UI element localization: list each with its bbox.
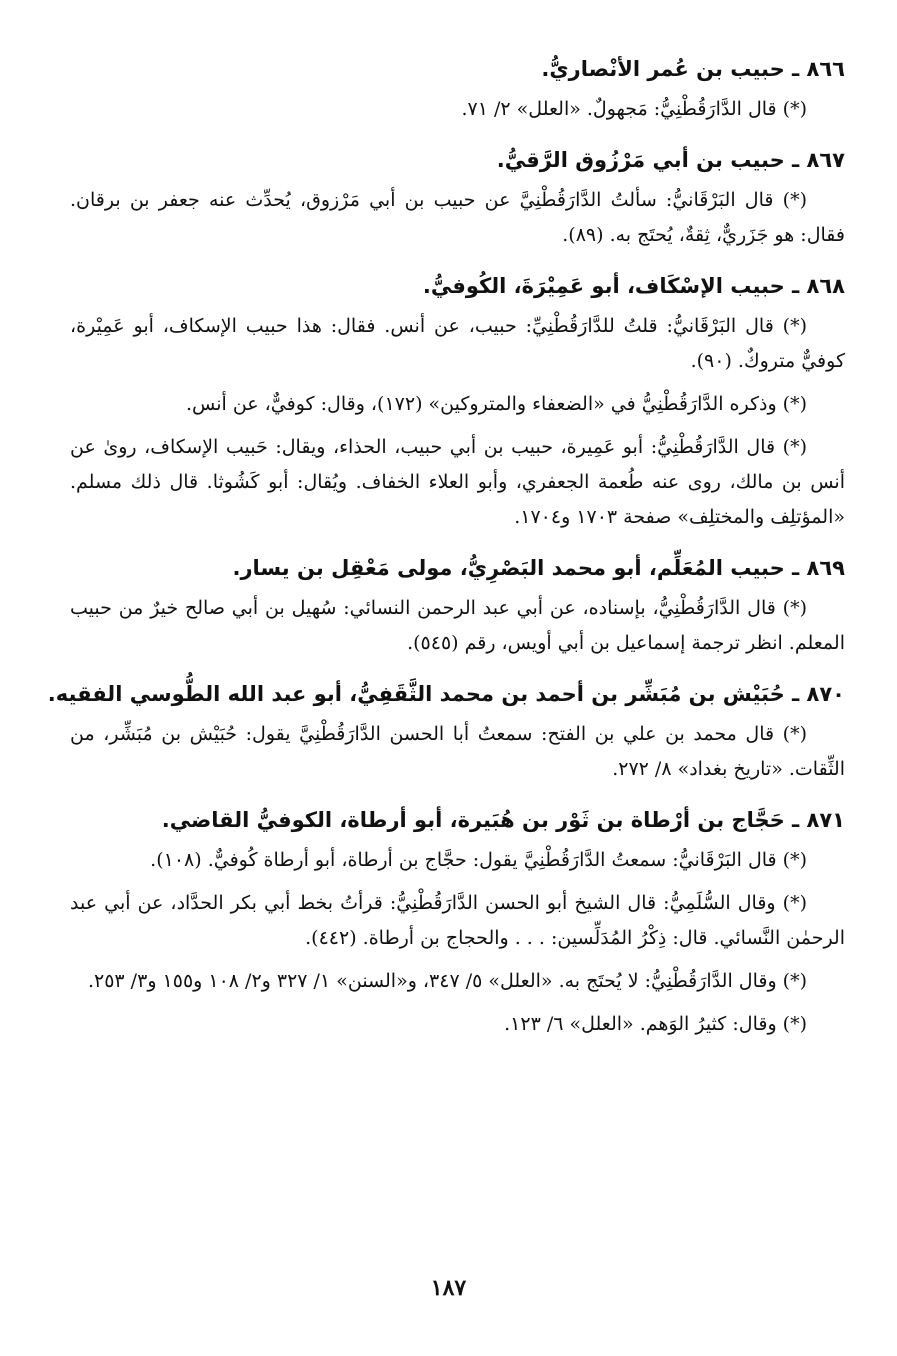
entry-870 <box>47 677 845 787</box>
entry-871 <box>70 803 845 1042</box>
entry-866 <box>70 52 845 127</box>
entry-867 <box>70 143 845 253</box>
entry-paragraph: (*) قال البَرْقَانيُّ: سألتُ الدَّارَقُطْنِيَّ عن حبيب بن أبي مَرْزوق، يُحدِّث عنه جعفر بن برقان. فقال: هو جَزَريٌّ، ثِقةٌ، يُحتَج به. (٨٩). <box>70 189 845 246</box>
entry-paragraph: (*) وذكره الدَّارَقُطْنِيُّ في «الضعفاء والمتروكين» (١٧٢)، وقال: كوفيٌّ، عن أنس. <box>185 393 807 415</box>
entry-heading: ٨٦٦ ـ حبيب بن عُمر الأنْصاريُّ. <box>541 57 845 81</box>
entry-paragraph: (*) قال محمد بن علي بن الفتح: سمعتُ أبا الحسن الدَّارَقُطْنِيَّ يقول: حُبَيْش بن مُبَشِّر، من الثِّقات. «تاريخ بغداد» ٨/ ٢٧٢. <box>70 723 845 780</box>
entry-paragraph: (*) قال الدَّارَقُطْنِيُّ: مَجهولٌ. «العلل» ٢/ ٧١. <box>461 98 807 120</box>
entry-869 <box>70 551 845 661</box>
entry-paragraph: (*) وقال: كثيرُ الوَهم. «العلل» ٦/ ١٢٣. <box>504 1013 807 1035</box>
entry-paragraph: (*) قال البَرْقَانيُّ: قلتُ للدَّارَقُطْنِيِّ: حبيب، عن أنس. فقال: هذا حبيب الإسكاف، أبو عَمِيْرة، كوفيٌّ متروكٌ. (٩٠). <box>70 315 845 372</box>
entry-heading: ٨٦٩ ـ حبيب المُعَلِّم، أبو محمد البَصْرِيُّ، مولى مَعْقِل بن يسار. <box>232 556 845 580</box>
entry-heading: ٨٧١ ـ حَجَّاج بن أرْطاة بن ثَوْر بن هُبَيرة، أبو أرطاة، الكوفيُّ القاضي. <box>161 808 845 832</box>
entry-paragraph: (*) وقال الدَّارَقُطْنِيُّ: لا يُحتَج به. «العلل» ٥/ ٣٤٧، و«السنن» ١/ ٣٢٧ و٢/ ١٠٨ و١٥٥ و٣/ ٢٥٣. <box>87 970 807 992</box>
entry-paragraph: (*) قال الدَّارَقُطْنِيُّ، بإسناده، عن أبي عبد الرحمن النسائي: سُهيل بن أبي صالح خيرٌ من حبيب المعلم. انظر ترجمة إسماعيل بن أبي أويس، رقم (٥٤٥). <box>70 597 845 654</box>
entry-paragraph: (*) قال البَرْقَانيُّ: سمعتُ الدَّارَقُطْنِيَّ يقول: حجَّاج بن أرطاة، أبو أرطاة كُوفيٌّ. (١٠٨). <box>150 849 807 871</box>
entry-heading: ٨٦٨ ـ حبيب الإسْكَاف، أبو عَمِيْرَةَ، الكُوفيُّ. <box>422 274 845 298</box>
entry-heading: ٨٧٠ ـ حُبَيْش بن مُبَشِّر بن أحمد بن محمد الثَّقَفِيُّ، أبو عبد الله الطُّوسي الفقيه. <box>47 682 845 706</box>
entry-868 <box>70 269 845 535</box>
entry-paragraph: (*) قال الدَّارَقُطْنِيُّ: أبو عَمِيرة، حبيب بن أبي حبيب، الحذاء، ويقال: حَبيب الإسكاف، روىٰ عن أنس بن مالك، روى عنه طُعمة الجعفري، وأبو العلاء الخفاف. ويُقال: أبو كَشُوثا. قال ذلك مسلم. «المؤتلِف والمختلِف» صفحة ١٧٠٣ و١٧٠٤. <box>70 436 845 528</box>
entry-heading: ٨٦٧ ـ حبيب بن أبي مَرْزُوق الرَّقيُّ. <box>496 148 845 172</box>
entry-paragraph: (*) وقال السُّلَمِيُّ: قال الشيخ أبو الحسن الدَّارَقُطْنِيُّ: قرأتُ بخط أبي بكر الحدَّاد، عن أبي عبد الرحمٰن النَّسائي. قال: ذِكْرُ المُدَلِّسين: . . . والحجاج بن أرطاة. (٤٤٢). <box>70 892 845 949</box>
page-number: ١٨٧ <box>430 1275 467 1301</box>
page-body <box>47 52 845 1058</box>
